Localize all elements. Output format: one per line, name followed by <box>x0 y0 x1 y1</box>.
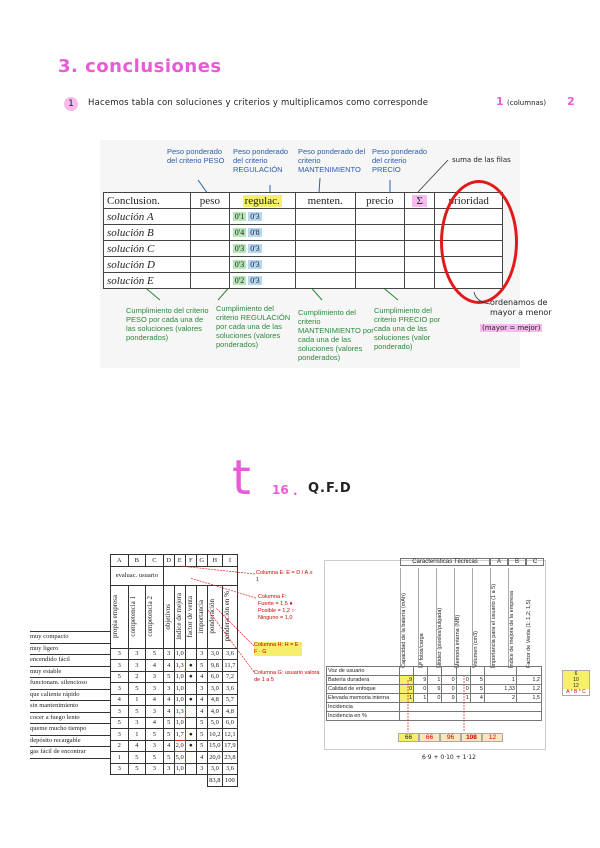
abc-headers <box>490 558 544 566</box>
qfd-t-letter: t <box>232 450 251 506</box>
note-col-f-2: Posible = 1,2 ○ <box>258 608 295 614</box>
row-label: Elevada memoria interna <box>327 694 400 703</box>
vh-ponderacion: ponderación <box>207 599 216 634</box>
cell: 0 <box>456 685 470 694</box>
cell <box>414 667 428 676</box>
cell: 3 <box>196 763 207 775</box>
cell <box>185 763 196 775</box>
vh-capacidad-bateria: Capacidad de la batería (mAh) <box>400 568 418 668</box>
cell <box>191 241 230 257</box>
qfd-total-row <box>111 775 238 787</box>
cell: 1,3 <box>174 706 185 718</box>
cell-peso-regulac <box>229 273 295 289</box>
val-regulac: 0'3 <box>250 260 260 269</box>
cell: 3 <box>128 717 146 729</box>
cell: 4 <box>196 752 207 764</box>
val-peso: 0'2 <box>234 276 245 285</box>
cell: 9,8 <box>207 660 222 672</box>
cell <box>295 225 355 241</box>
vh-memoria-interna: Memoria interna (MB) <box>454 568 472 668</box>
cell: 3,0 <box>207 648 222 660</box>
cell: 4 <box>163 660 174 672</box>
cell <box>404 257 435 273</box>
cell: 5 <box>128 752 146 764</box>
vh-objetivos: objetivos <box>163 603 172 630</box>
cell: 9 <box>400 676 414 685</box>
cell: 7,2 <box>222 671 237 683</box>
val-regulac: 0'3 <box>250 244 260 253</box>
row-label: solución B <box>104 225 191 241</box>
cell: 4 <box>146 694 164 706</box>
cell: 1,0 <box>174 683 185 695</box>
cell: 3 <box>111 729 129 741</box>
list-item: encendido fácil <box>30 655 110 667</box>
step1-text: Hacemos tabla con soluciones y criterios y multiplicamos como corresponde <box>88 98 429 108</box>
cell: 5 <box>470 685 484 694</box>
cell: 4 <box>163 694 174 706</box>
note-cumpl-regulacion: Cumplimiento del criterio REGULACIÓN por cada una de las soluciones (valores ponderados) <box>216 304 291 349</box>
cell: 3,0 <box>207 683 222 695</box>
sum-note: suma de las filas <box>452 156 511 164</box>
qfd-dot: . <box>293 484 298 498</box>
note-mantenimiento: Peso ponderado del criterio MANTENIMIENTO <box>298 147 366 174</box>
cell <box>191 209 230 225</box>
row-label: solución E <box>104 273 191 289</box>
cell: 2,0 <box>174 740 185 752</box>
list-item: funcionam. silencioso <box>30 678 110 690</box>
cell: 6,0 <box>207 671 222 683</box>
cell: 1 <box>484 676 516 685</box>
cell: 3 <box>128 648 146 660</box>
vh-competencia-1: competencia 1 <box>128 596 137 637</box>
cell-peso-regulac <box>229 225 295 241</box>
section-title: 3. conclusiones <box>58 56 222 77</box>
cell: 10,2 <box>207 729 222 741</box>
cell: 20,0 <box>207 752 222 764</box>
cell: 4 <box>146 660 164 672</box>
vh-importancia-usuario: Importancia para el usuario (1 a 5) <box>490 568 508 668</box>
cell <box>456 667 470 676</box>
cell <box>295 273 355 289</box>
cell: 1,5 <box>517 694 542 703</box>
table-row <box>111 706 238 718</box>
cell <box>400 667 414 676</box>
list-item: muy estable <box>30 667 110 679</box>
cell: 5 <box>163 752 174 764</box>
step1-ref1: 1 <box>496 95 504 108</box>
inc-value: 96 <box>440 733 461 742</box>
inc-value: 66 <box>419 733 440 742</box>
cell: 4 <box>196 706 207 718</box>
cell: 1,3 <box>174 660 185 672</box>
prioridad-circle <box>440 180 518 304</box>
cell: 1,7 <box>174 729 185 741</box>
abc-c: C <box>526 558 544 566</box>
cell: 5 <box>128 706 146 718</box>
cell: 9 <box>428 685 442 694</box>
cell: 11,7 <box>222 660 237 672</box>
cell: 1 <box>456 694 470 703</box>
step1-ref2: 2 <box>567 95 575 108</box>
note-col-f-3: Ninguno = 1,0 <box>258 615 293 621</box>
vh-cell <box>128 585 146 648</box>
cell: 3 <box>111 683 129 695</box>
cell: ● <box>185 660 196 672</box>
col-letter: F <box>185 555 196 567</box>
row-label: Calidad de enfoque <box>327 685 400 694</box>
total-ponderacion: 83,8 <box>207 775 222 787</box>
conclusion-header-row <box>104 193 503 209</box>
cell: ● <box>185 671 196 683</box>
cell: 4 <box>111 694 129 706</box>
qfd-left-arrows <box>150 560 260 680</box>
vh-indice-mejora-empresa: Índice de mejora de la empresa <box>508 568 526 668</box>
col-letter: E <box>174 555 185 567</box>
tech-vertical-headers <box>400 568 543 668</box>
cell <box>404 241 435 257</box>
side-formula: A * B * C <box>566 689 586 695</box>
step1-bullet-number: 1 <box>68 99 74 109</box>
cell: 17,9 <box>222 740 237 752</box>
th-prioridad: prioridad <box>435 193 503 209</box>
cell <box>404 273 435 289</box>
cell-peso-regulac <box>229 209 295 225</box>
col-letter: B <box>128 555 146 567</box>
cell <box>470 667 484 676</box>
inc-value: 66 <box>398 733 419 742</box>
cell: 0 <box>400 685 414 694</box>
table-row <box>111 752 238 764</box>
cell <box>185 717 196 729</box>
cell: 3 <box>163 683 174 695</box>
table-row <box>111 694 238 706</box>
cell: 5 <box>163 729 174 741</box>
cell: 3 <box>111 648 129 660</box>
cell: 3 <box>111 660 129 672</box>
order-note: ordenamos de mayor a menor <box>490 298 552 317</box>
vh-competencia-2: competencia 2 <box>146 596 155 637</box>
col-letter: I <box>222 555 237 567</box>
cell: 5 <box>128 763 146 775</box>
list-item: cocer a fuego lento <box>30 713 110 725</box>
cell <box>355 257 404 273</box>
cell: 3 <box>111 706 129 718</box>
order-arrow <box>470 290 494 310</box>
inc-value: 108 <box>461 733 482 742</box>
cell: 9 <box>442 694 456 703</box>
col-letter: A <box>111 555 129 567</box>
cell: 5 <box>196 740 207 752</box>
cell <box>355 225 404 241</box>
cell: 6,0 <box>222 717 237 729</box>
vh-nitidez: Nitidez (pixeles/pulgada) <box>436 568 454 668</box>
cell <box>111 775 208 787</box>
vh-factor-venta: factor de venta <box>185 595 194 638</box>
col-letter: C <box>146 555 164 567</box>
inc-value: 12 <box>482 733 503 742</box>
cell <box>191 257 230 273</box>
qfd-requirements <box>30 631 110 759</box>
qfd-title: Q.F.D <box>308 481 352 496</box>
voz-label: Voz de usuario <box>327 667 400 676</box>
cell: 3 <box>163 763 174 775</box>
list-item: gas fácil de encontrar <box>30 747 110 759</box>
inc-pct-label: Incidencia en % <box>327 712 400 721</box>
table-row <box>111 740 238 752</box>
cell: 0 <box>428 694 442 703</box>
cell: 1 <box>128 729 146 741</box>
total-pct: 100 <box>222 775 237 787</box>
cell: 3,6 <box>222 648 237 660</box>
incidence-formula: 6·9 + 0·10 + 1·12 <box>422 754 476 761</box>
side-values <box>562 670 590 696</box>
vh-factor-venta: Factor de Venta (1; 1,2; 1,5) <box>526 599 532 668</box>
cell: 1 <box>111 752 129 764</box>
qfd-number: 16 <box>272 483 289 497</box>
val-regulac: 0'3 <box>250 276 260 285</box>
tech-group-header-text: Características Técnicas <box>412 559 478 565</box>
th-conclusion: Conclusion. <box>104 193 191 209</box>
table-row <box>111 717 238 729</box>
cell: 0 <box>414 685 428 694</box>
cell <box>295 257 355 273</box>
cell: 5 <box>146 729 164 741</box>
cell: 0 <box>442 685 456 694</box>
cell: 4 <box>470 694 484 703</box>
val-peso: 0'3 <box>234 260 245 269</box>
col-letter: D <box>163 555 174 567</box>
cell: 5,7 <box>222 694 237 706</box>
cell: 1,33 <box>484 685 516 694</box>
cell: 5 <box>163 671 174 683</box>
cell: 2 <box>484 694 516 703</box>
cell: 1 <box>128 694 146 706</box>
cell <box>185 683 196 695</box>
vh-importancia: importancia <box>196 599 205 634</box>
cell: 5 <box>196 717 207 729</box>
tech-group-header <box>400 558 490 566</box>
note-col-h <box>254 642 302 656</box>
eval-header: evaluac. usuario <box>111 566 164 585</box>
order-note-2-text: (mayor = mejor) <box>482 324 541 332</box>
cell-peso-regulac <box>229 241 295 257</box>
cell <box>185 752 196 764</box>
cell: 5 <box>146 752 164 764</box>
cell: 5 <box>470 676 484 685</box>
table-row <box>111 763 238 775</box>
note-col-f-1: Fuerte = 1,5 ● <box>258 601 293 607</box>
cell <box>484 667 516 676</box>
th-sigma-text: Σ <box>412 195 426 207</box>
vh-volumen: Volumen (cm3) <box>472 568 490 668</box>
cell <box>355 241 404 257</box>
cell: 3 <box>146 763 164 775</box>
row-label: solución D <box>104 257 191 273</box>
col-letter: H <box>207 555 222 567</box>
cell: 1,0 <box>174 694 185 706</box>
cell: 0 <box>456 676 470 685</box>
th-peso: peso <box>191 193 230 209</box>
cell: 2 <box>128 671 146 683</box>
note-cumpl-peso: Cumplimiento del criterio PESO por cada una de las soluciones (valores ponderados) <box>126 306 209 342</box>
list-item: depósito recargable <box>30 736 110 748</box>
cell: 9 <box>414 676 428 685</box>
cell: 4 <box>196 694 207 706</box>
cell: 23,8 <box>222 752 237 764</box>
cell: 3 <box>146 706 164 718</box>
table-row <box>104 273 503 289</box>
row-label: Batería duradera <box>327 676 400 685</box>
cell: 4 <box>128 740 146 752</box>
cell <box>295 241 355 257</box>
step1-bullet <box>64 97 78 111</box>
vh-propia-empresa: propia empresa <box>111 595 119 638</box>
val-peso: 0'3 <box>234 244 245 253</box>
cell <box>442 667 456 676</box>
cell: ● <box>185 694 196 706</box>
cell: 3 <box>146 671 164 683</box>
cell: 1,2 <box>517 676 542 685</box>
col-letter: G <box>196 555 207 567</box>
cell: 3 <box>196 648 207 660</box>
cell <box>185 706 196 718</box>
row-label: solución A <box>104 209 191 225</box>
list-item: sin mantenimiento <box>30 701 110 713</box>
cell: 3 <box>146 740 164 752</box>
list-item: que caliente rápido <box>30 690 110 702</box>
cell: 5 <box>163 717 174 729</box>
cell: 1 <box>400 694 414 703</box>
cell: 4,8 <box>207 694 222 706</box>
side-value: 10 <box>563 677 589 683</box>
th-sigma <box>404 193 435 209</box>
requirements-list <box>30 632 110 759</box>
note-col-h-text: Columna H: H = E · F · G <box>254 642 302 655</box>
cell: 1,0 <box>174 717 185 729</box>
cell: 4,8 <box>222 706 237 718</box>
vh-indice-mejora: índice de mejora <box>174 593 183 640</box>
cell: 15,0 <box>207 740 222 752</box>
note-peso: Peso ponderado del criterio PESO <box>167 147 225 165</box>
cell: 5 <box>196 660 207 672</box>
order-note-2 <box>480 324 542 332</box>
abc-a: A <box>490 558 508 566</box>
cell: 12,1 <box>222 729 237 741</box>
note-col-g: Columna G: usuario valora de 1 a 5 <box>254 670 320 683</box>
cell: 1 <box>428 676 442 685</box>
cell: 1,2 <box>517 685 542 694</box>
cell: 4 <box>163 740 174 752</box>
cell: 2 <box>111 740 129 752</box>
cell <box>191 225 230 241</box>
cell: 3,6 <box>222 763 237 775</box>
cell: 5 <box>196 729 207 741</box>
note-precio: Peso ponderado del criterio PRECIO <box>372 147 428 174</box>
note-col-f-title: Columna F: <box>258 594 287 600</box>
cell <box>404 209 435 225</box>
side-value: 6 <box>563 671 589 677</box>
list-item: queme mucho tiempo <box>30 724 110 736</box>
table-row <box>111 683 238 695</box>
val-peso: 0'4 <box>234 228 245 237</box>
cell <box>355 209 404 225</box>
cell: 3 <box>196 683 207 695</box>
cell: 5,0 <box>207 717 222 729</box>
list-item: muy ligero <box>30 644 110 656</box>
val-regulac: 0'8 <box>250 228 260 237</box>
cell <box>428 667 442 676</box>
cell: 3 <box>146 683 164 695</box>
cell: 3,6 <box>222 683 237 695</box>
cell: 4 <box>196 671 207 683</box>
cell: 4 <box>146 717 164 729</box>
cell <box>517 667 542 676</box>
th-regulac <box>229 193 295 209</box>
row-label: solución C <box>104 241 191 257</box>
cell <box>404 225 435 241</box>
cell: 4 <box>163 706 174 718</box>
qfd-right-arrows <box>400 676 470 736</box>
cell <box>355 273 404 289</box>
inc-label: Incidencia <box>327 703 400 712</box>
abc-b: B <box>508 558 526 566</box>
cell: 5 <box>128 683 146 695</box>
cell: 5 <box>146 648 164 660</box>
cell-peso-regulac <box>229 257 295 273</box>
note-cumpl-mantenimiento: Cumplimiento del criterio MANTENIMIENTO por cada una de las soluciones (valores ponderados) <box>298 308 374 362</box>
cell <box>295 209 355 225</box>
vh-fotos-carga: Nº fotos/carga <box>418 568 436 668</box>
voz-row <box>327 667 542 676</box>
val-peso: 0'1 <box>234 212 245 221</box>
cell: 1 <box>414 694 428 703</box>
cell: 1,0 <box>174 763 185 775</box>
cell: 3 <box>128 660 146 672</box>
cell: 5 <box>111 671 129 683</box>
cell: ● <box>185 740 196 752</box>
list-item: muy compacto <box>30 632 110 644</box>
step1-ref1-note: (columnas) <box>507 99 547 107</box>
th-menten: menten. <box>295 193 355 209</box>
cell: 1,0 <box>174 648 185 660</box>
vh-cell <box>111 585 129 648</box>
cell: 5,0 <box>174 752 185 764</box>
cell <box>191 273 230 289</box>
cell: 3,0 <box>207 763 222 775</box>
cell: ● <box>185 729 196 741</box>
vh-ponderacion-pct: ponderación en % <box>222 591 231 642</box>
side-value: 12 <box>563 683 589 689</box>
table-row <box>111 729 238 741</box>
cell: 3 <box>163 648 174 660</box>
cell: 3 <box>111 763 129 775</box>
cell: 4,0 <box>207 706 222 718</box>
note-cumpl-precio: Cumplimiento del criterio PRECIO por cada una de las soluciones (valor ponderado) <box>374 306 441 351</box>
note-regulacion: Peso ponderado del criterio REGULACIÓN <box>233 147 289 174</box>
cell: 1,0 <box>174 671 185 683</box>
th-precio: precio <box>355 193 404 209</box>
cell: 0 <box>442 676 456 685</box>
cell: 5 <box>111 717 129 729</box>
note-col-e: Columna E: E = D / A ≥ 1 <box>256 570 313 583</box>
val-regulac: 0'3 <box>250 212 260 221</box>
th-regulac-text: regulac. <box>244 194 280 207</box>
